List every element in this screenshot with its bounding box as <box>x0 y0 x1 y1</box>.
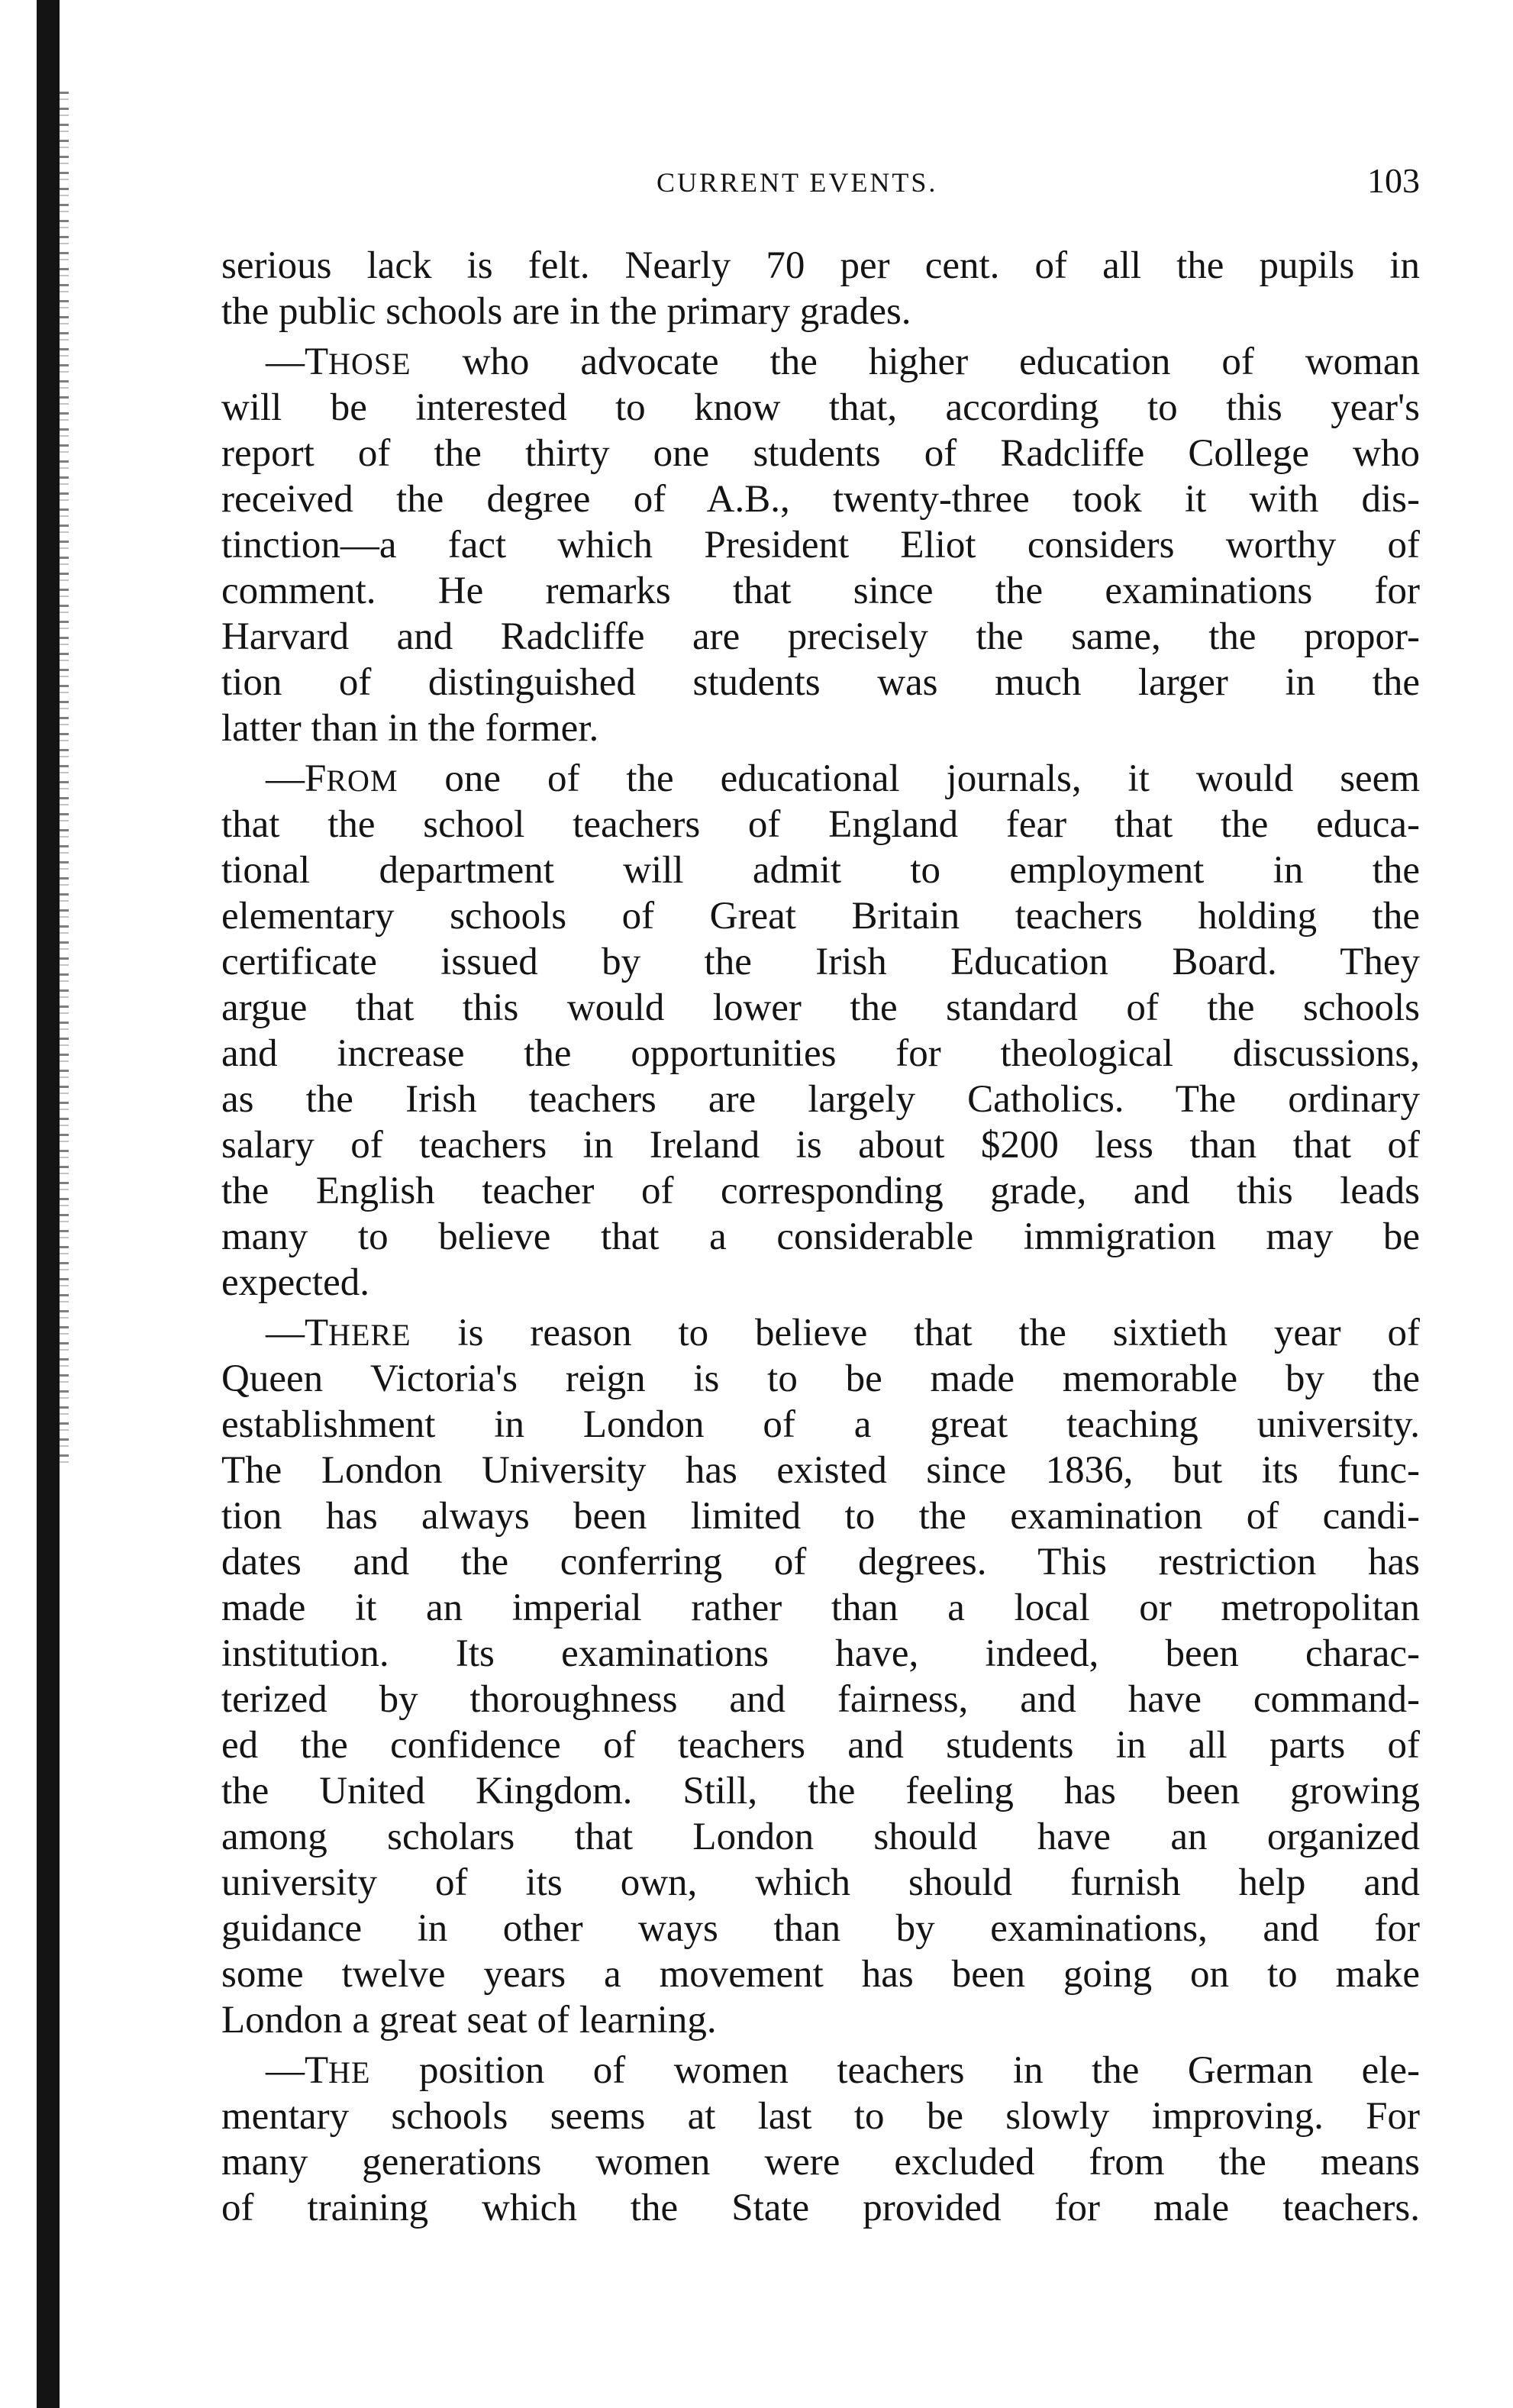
lead-small-caps: HE <box>328 2055 371 2090</box>
text-line: made it an imperial rather than a local or metropolitan <box>221 1587 1420 1629</box>
lead-small-caps: HERE <box>328 1318 411 1352</box>
lead-cap: —F <box>266 757 327 800</box>
text-line: certificate issued by the Irish Education Board. They <box>221 941 1420 983</box>
text-line: tion of distinguished students was much larger in the <box>221 661 1420 704</box>
running-head: CURRENT EVENTS. <box>656 167 938 198</box>
text-line: guidance in other ways than by examinations, and for <box>221 1907 1420 1950</box>
lead-cap: —T <box>266 341 329 383</box>
text-line: serious lack is felt. Nearly 70 per cent. of all the pupils in <box>221 244 1420 287</box>
text-line: of training which the State provided for male teachers. <box>221 2187 1420 2229</box>
text-line: salary of teachers in Ireland is about $200 less than that of <box>221 1124 1420 1167</box>
page-number: 103 <box>1367 161 1420 200</box>
text-line: elementary schools of Great Britain teachers holding the <box>221 895 1420 938</box>
text-line: Harvard and Radcliffe are precisely the same, the propor- <box>221 615 1420 658</box>
text-line: report of the thirty one students of Radcliffe College who <box>221 432 1420 475</box>
text-line: tion has always been limited to the examination of candi- <box>221 1495 1420 1538</box>
paragraph <box>221 1310 1420 2043</box>
text-line: London a great seat of learning. <box>221 1999 717 2042</box>
text-line: university of its own, which should furnish help and <box>221 1861 1420 1904</box>
binding-edge <box>37 0 60 2408</box>
text-line: terized by thoroughness and fairness, and have command- <box>221 1678 1420 1721</box>
text-line: many generations women were excluded from the means <box>221 2141 1420 2184</box>
text-line: tional department will admit to employment in the <box>221 849 1420 892</box>
text-line: the English teacher of corresponding grade, and this leads <box>221 1170 1420 1212</box>
text-line: the United Kingdom. Still, the feeling has been growing <box>221 1770 1420 1812</box>
line-text: who advocate the higher education of woman <box>411 341 1420 383</box>
text-line: comment. He remarks that since the examinations for <box>221 570 1420 612</box>
text-line <box>221 339 1420 385</box>
text-line: among scholars that London should have an organized <box>221 1816 1420 1858</box>
text-line: argue that this would lower the standard of the schools <box>221 986 1420 1029</box>
text-line: institution. Its examinations have, indeed, been charac- <box>221 1632 1420 1675</box>
line-text: is reason to believe that the sixtieth year of <box>411 1312 1420 1354</box>
text-line: the public schools are in the primary grades. <box>221 290 911 333</box>
binding-shadow <box>60 92 69 1466</box>
paragraph <box>221 2048 1420 2231</box>
text-line: some twelve years a movement has been going on to make <box>221 1953 1420 1996</box>
text-line: expected. <box>221 1261 369 1304</box>
text-line: tinction—a fact which President Eliot considers worthy of <box>221 524 1420 566</box>
line-text: one of the educational journals, it would seem <box>398 757 1420 800</box>
text-line: ed the confidence of teachers and students in all parts of <box>221 1724 1420 1767</box>
text-line: that the school teachers of England fear that the educa- <box>221 803 1420 846</box>
text-line: latter than in the former. <box>221 707 599 750</box>
paragraph <box>221 756 1420 1306</box>
page-header <box>229 160 1420 206</box>
text-line: as the Irish teachers are largely Catholics. The ordinary <box>221 1078 1420 1121</box>
lead-small-caps: HOSE <box>328 347 411 381</box>
text-line: mentary schools seems at last to be slowly improving. For <box>221 2095 1420 2138</box>
lead-small-caps: ROM <box>326 763 398 798</box>
text-line: and increase the opportunities for theological discussions, <box>221 1032 1420 1075</box>
text-line: The London University has existed since 1836, but its func- <box>221 1449 1420 1492</box>
text-line <box>221 756 1420 802</box>
lead-cap: —T <box>266 2049 329 2092</box>
paragraph <box>221 339 1420 751</box>
lead-cap: —T <box>266 1312 329 1354</box>
line-text: position of women teachers in the German ele- <box>370 2049 1420 2092</box>
body-text <box>221 243 1420 2231</box>
paragraph <box>221 243 1420 334</box>
text-line: will be interested to know that, according to this year's <box>221 386 1420 429</box>
text-line: many to believe that a considerable immigration may be <box>221 1215 1420 1258</box>
text-line: received the degree of A.B., twenty-three took it with dis- <box>221 478 1420 521</box>
text-line <box>221 1310 1420 1356</box>
text-line <box>221 2048 1420 2093</box>
text-line: dates and the conferring of degrees. This restriction has <box>221 1541 1420 1583</box>
text-line: establishment in London of a great teaching university. <box>221 1403 1420 1446</box>
text-line: Queen Victoria's reign is to be made memorable by the <box>221 1357 1420 1400</box>
